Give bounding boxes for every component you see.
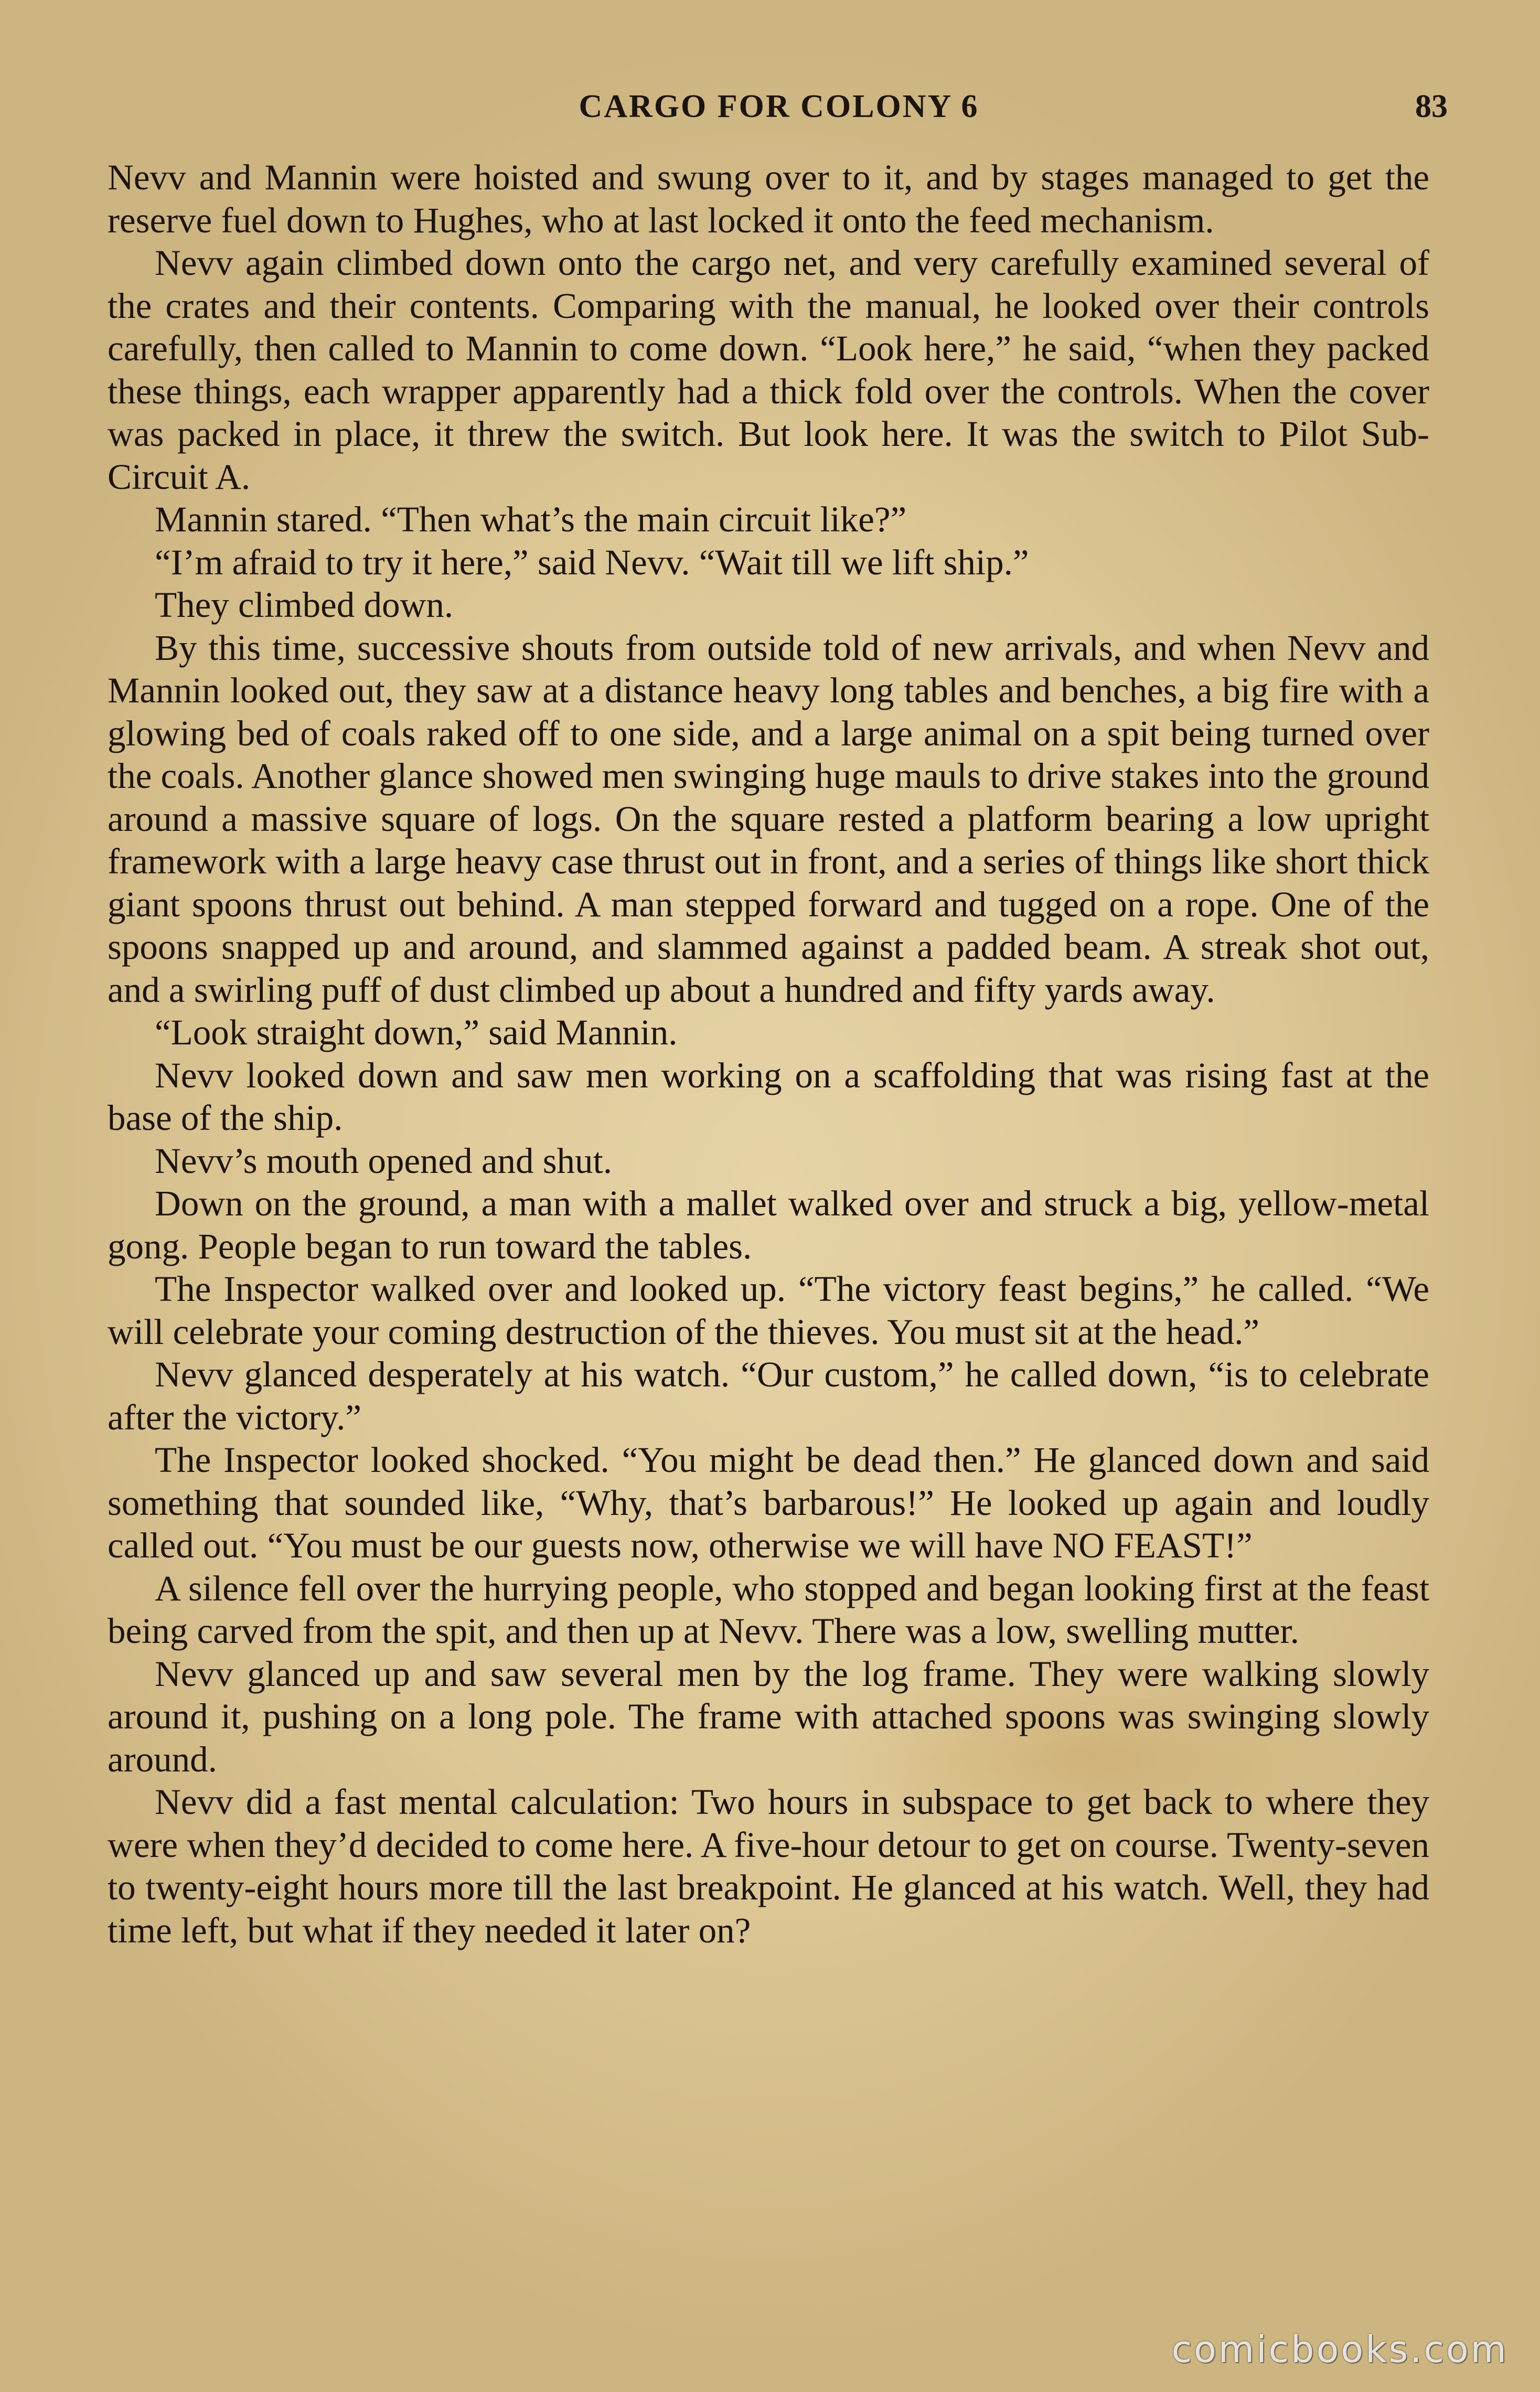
paragraph: The Inspector looked shocked. “You might be dead then.” He glanced down and said something that sounded like, “Why, that’s barbarous!” He looked up again and loudly called out. “You must be our guests now, otherwise we will have NO FEAST!” <box>108 1440 1429 1565</box>
watermark: comicbooks.com <box>1171 2328 1509 2371</box>
paragraph: Nevv glanced desperately at his watch. “Our custom,” he called down, “is to celebrate after the victory.” <box>108 1354 1429 1437</box>
paragraph: Nevv glanced up and saw several men by the log frame. They were walking slowly around it, pushing on a long pole. The frame with attached spoons was swinging slowly around. <box>108 1653 1429 1779</box>
paragraph: They climbed down. <box>155 585 454 625</box>
paragraph: “I’m afraid to try it here,” said Nevv. “Wait till we lift ship.” <box>155 542 1029 582</box>
paragraph: A silence fell over the hurrying people, who stopped and began looking first at the feast being carved from the spit, and then up at Nevv. There was a low, swelling mutter. <box>108 1568 1429 1651</box>
paragraph: “Look straight down,” said Mannin. <box>155 1012 678 1052</box>
running-title: CARGO FOR COLONY 6 <box>579 89 979 124</box>
page-header <box>110 88 1448 135</box>
paragraph: Nevv looked down and saw men working on a scaffolding that was rising fast at the base of the ship. <box>108 1055 1429 1138</box>
paragraph: Nevv’s mouth opened and shut. <box>155 1140 612 1181</box>
paragraph: By this time, successive shouts from outside told of new arrivals, and when Nevv and Mannin looked out, they saw at a distance heavy long tables and benches, a big fire with a glowing bed of coals raked off to one side, and a large animal on a spit being turned over the coals. Another glance showed men swinging huge mauls to drive stakes into the ground around a massive square of logs. On the square rested a platform bearing a low upright framework with a large heavy case thrust out in front, and a series of things like short thick giant spoons thrust out behind. A man stepped forward and tugged on a rope. One of the spoons snapped up and around, and slammed against a padded beam. A streak shot out, and a swirling puff of dust climbed up about a hundred and fifty yards away. <box>108 627 1429 1010</box>
body-text <box>108 156 1429 1952</box>
paragraph: Down on the ground, a man with a mallet walked over and struck a big, yellow-metal gong. People began to run toward the tables. <box>108 1183 1429 1266</box>
paragraph: Nevv did a fast mental calculation: Two hours in subspace to get back to where they were when they’d decided to come here. A five-hour detour to get on course. Twenty-seven to twenty-eight hours more till the last breakpoint. He glanced at his watch. Well, they had time left, but what if they needed it later on? <box>108 1782 1429 1950</box>
paragraph: The Inspector walked over and looked up. “The victory feast begins,” he called. “We will celebrate your coming destruction of the thieves. You must sit at the head.” <box>108 1269 1429 1352</box>
paragraph: Nevv and Mannin were hoisted and swung over to it, and by stages managed to get the reserve fuel down to Hughes, who at last locked it onto the feed mechanism. <box>108 157 1429 240</box>
paragraph: Nevv again climbed down onto the cargo net, and very carefully examined several of the crates and their contents. Comparing with the manual, he looked over their controls carefully, then called to Mannin to come down. “Look here,” he said, “when they packed these things, each wrapper apparently had a thick fold over the controls. When the cover was packed in place, it threw the switch. But look here. It was the switch to Pilot Sub-Circuit A. <box>108 243 1429 497</box>
page-number: 83 <box>1415 89 1448 124</box>
paragraph: Mannin stared. “Then what’s the main circuit like?” <box>155 499 907 539</box>
